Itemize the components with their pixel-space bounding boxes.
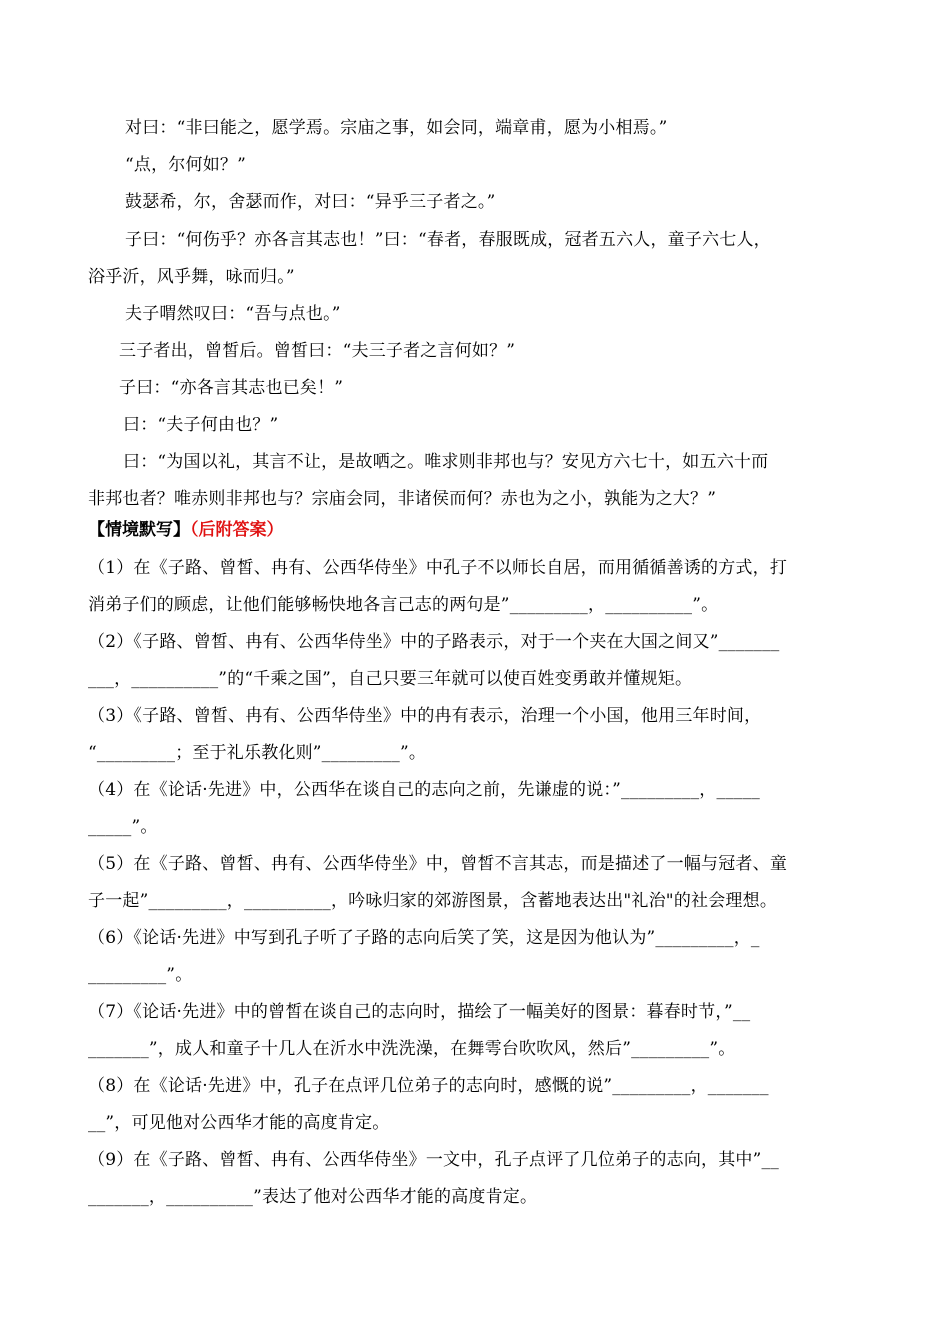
passage-line: 子曰：“亦各言其志也已矣！” xyxy=(119,378,344,398)
question-line: （3）《子路、曾皙、冉有、公西华侍坐》中的冉有表示，治理一个小国，他用三年时间， xyxy=(88,706,762,726)
passage-line: “点，尔何如？” xyxy=(125,155,246,175)
question-line: （5）在《子路、曾皙、冉有、公西华侍坐》中，曾皙不言其志，而是描述了一幅与冠者、童 xyxy=(88,854,788,874)
question-line: （2）《子路、曾皙、冉有、公西华侍坐》中的子路表示，对于一个夹在大国之间又”_______ xyxy=(88,632,780,652)
passage-line: 鼓瑟希，尔，舍瑟而作，对曰：“异乎三子者之。” xyxy=(125,192,496,212)
passage-line: 非邦也者？唯赤则非邦也与？宗庙会同，非诸侯而何？赤也为之小，孰能为之大？” xyxy=(88,489,717,509)
passage-line: 浴乎沂，风乎舞，咏而归。” xyxy=(88,267,295,287)
question-line: 子一起”_________，__________，吟咏归家的郊游图景，含蓄地表达出"礼治"的社会理想。 xyxy=(88,891,778,911)
question-line: （9）在《子路、曾皙、冉有、公西华侍坐》一文中，孔子点评了几位弟子的志向，其中”__ xyxy=(88,1150,779,1170)
question-line: __”，可见他对公西华才能的高度肯定。 xyxy=(88,1113,390,1133)
question-line: （4）在《论话·先进》中，公西华在谈自己的志向之前，先谦虚的说：”_________，_____ xyxy=(88,780,761,800)
question-line: _______，__________”表达了他对公西华才能的高度肯定。 xyxy=(88,1187,538,1207)
question-line: _______”，成人和童子十几人在沂水中洗洗澡，在舞雩台吹吹风，然后”_________”。 xyxy=(88,1039,736,1059)
passage-line: 子曰：“何伤乎？亦各言其志也！”曰：“春者，春服既成，冠者五六人，童子六七人， xyxy=(125,230,771,250)
question-line: 消弟子们的顾虑，让他们能够畅快地各言己志的两句是”_________，__________”。 xyxy=(88,595,719,615)
question-line: _____”。 xyxy=(88,817,158,837)
question-line: （6）《论话·先进》中写到孔子听了子路的志向后笑了笑，这是因为他认为”_________，_ xyxy=(88,928,760,948)
question-line: （7）《论话·先进》中的曾皙在谈自己的志向时，描绘了一幅美好的图景：暮春时节，”__ xyxy=(88,1002,751,1022)
question-line: （1）在《子路、曾皙、冉有、公西华侍坐》中孔子不以师长自居，而用循循善诱的方式，打 xyxy=(88,558,788,578)
passage-line: 三子者出，曾皙后。曾皙曰：“夫三子者之言何如？” xyxy=(119,341,516,361)
section-title: 【情境默写】 xyxy=(88,520,190,540)
passage-line: 曰：“夫子何由也？” xyxy=(123,415,279,435)
question-line: “_________；至于礼乐教化则”_________”。 xyxy=(88,743,427,763)
passage-line: 曰：“为国以礼，其言不让，是故哂之。唯求则非邦也与？安见方六七十，如五六十而 xyxy=(123,452,769,472)
answer-note: （后附答案） xyxy=(190,520,284,540)
section-heading xyxy=(88,518,284,542)
passage-line: 对曰：“非曰能之，愿学焉。宗庙之事，如会同，端章甫，愿为小相焉。” xyxy=(125,118,668,138)
question-line: ___，__________”的“千乘之国”，自己只要三年就可以使百姓变勇敢并懂规矩。 xyxy=(88,669,693,689)
question-line: （8）在《论话·先进》中，孔子在点评几位弟子的志向时，感慨的说”_________，_______ xyxy=(88,1076,769,1096)
question-line: _________”。 xyxy=(88,965,193,985)
passage-line: 夫子喟然叹曰：“吾与点也。” xyxy=(125,304,341,324)
